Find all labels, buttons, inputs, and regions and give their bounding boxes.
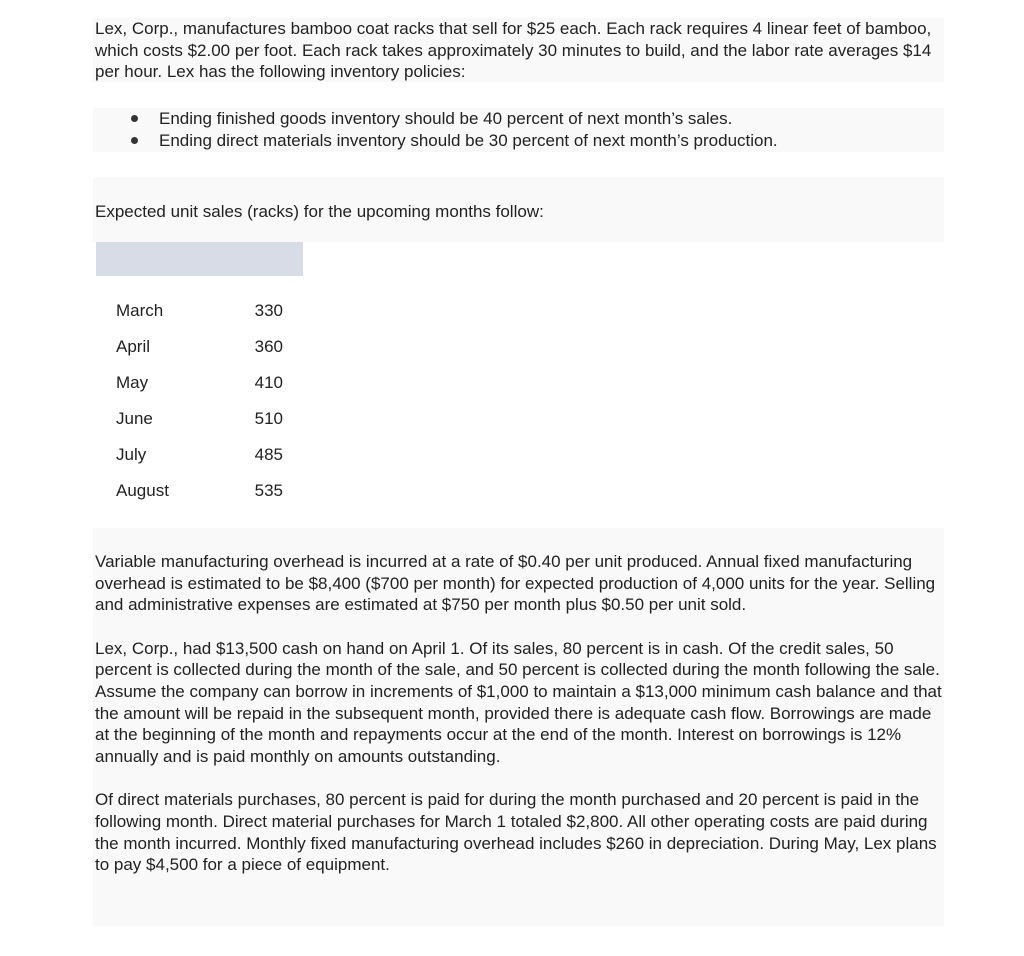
bullet-icon: [131, 115, 138, 122]
expected-sales-table: [96, 242, 303, 536]
inventory-policies-list: [93, 108, 944, 152]
sales-intro-text: Expected unit sales (racks) for the upcoming months follow:: [95, 202, 544, 221]
table-row: [96, 293, 303, 329]
bullet-icon: [131, 137, 138, 144]
policy-item: [131, 130, 944, 152]
month-cell: April: [116, 337, 151, 356]
month-cell: June: [116, 409, 153, 428]
table-row: [96, 437, 303, 473]
month-cell: March: [116, 301, 164, 320]
units-cell: 510: [254, 409, 283, 428]
table-row: [96, 365, 303, 401]
month-cell: July: [116, 445, 147, 464]
overhead-paragraph: Variable manufacturing overhead is incurred at a rate of $0.40 per unit produced. Annual fixed manufacturing overhead is estimated to be $8,400 ($700 per month) for expected production of 4,000 units for the year. Selling and administrative expenses are estimated at $750 per month plus $0.50 per unit sold.: [95, 552, 936, 615]
table-row: [96, 401, 303, 437]
materials-paragraph: Of direct materials purchases, 80 percent is paid for during the month purchased and 20 percent is paid in the following month. Direct material purchases for March 1 totaled $2,800. All other operating costs are paid during the month incurred. Monthly fixed manufacturing overhead includes $260 in depreciation. During May, Lex plans to pay $4,500 for a piece of equipment.: [95, 790, 937, 875]
policy-text: Ending direct materials inventory should be 30 percent of next month’s production.: [159, 130, 778, 150]
intro-paragraph: Lex, Corp., manufactures bamboo coat racks that sell for $25 each. Each rack requires 4 linear feet of bamboo, which costs $2.00 per foot. Each rack takes approximately 30 minutes to build, and the labor rate averages $14 per hour. Lex has the following inventory policies:: [95, 19, 932, 82]
table-header: [96, 242, 303, 276]
units-cell: 535: [254, 481, 283, 500]
table-row: [96, 473, 303, 509]
policy-text: Ending finished goods inventory should be 40 percent of next month’s sales.: [159, 109, 733, 128]
policy-item: [131, 108, 944, 130]
units-cell: 360: [254, 337, 283, 356]
cash-paragraph: Lex, Corp., had $13,500 cash on hand on April 1. Of its sales, 80 percent is in cash. Of the credit sales, 50 percent is collected during the month of the sale, and 50 percent is collected during the month following the sale. Assume the company can borrow in increments of $1,000 to maintain a $13,000 minimum cash balance and that the amount will be repaid in the subsequent month, provided there is adequate cash flow. Borrowings are made at the beginning of the month and repayments occur at the end of the month. Interest on borrowings is 12% annually and is paid monthly on amounts outstanding.: [95, 638, 942, 766]
units-cell: 410: [254, 373, 283, 392]
units-cell: 485: [254, 445, 283, 464]
intro-paragraph-block: [93, 18, 944, 82]
sales-intro-block: [93, 177, 944, 242]
table-row: [96, 329, 303, 365]
details-block: [93, 528, 944, 926]
units-cell: 330: [254, 301, 283, 320]
month-cell: August: [116, 481, 169, 500]
month-cell: May: [116, 373, 149, 392]
